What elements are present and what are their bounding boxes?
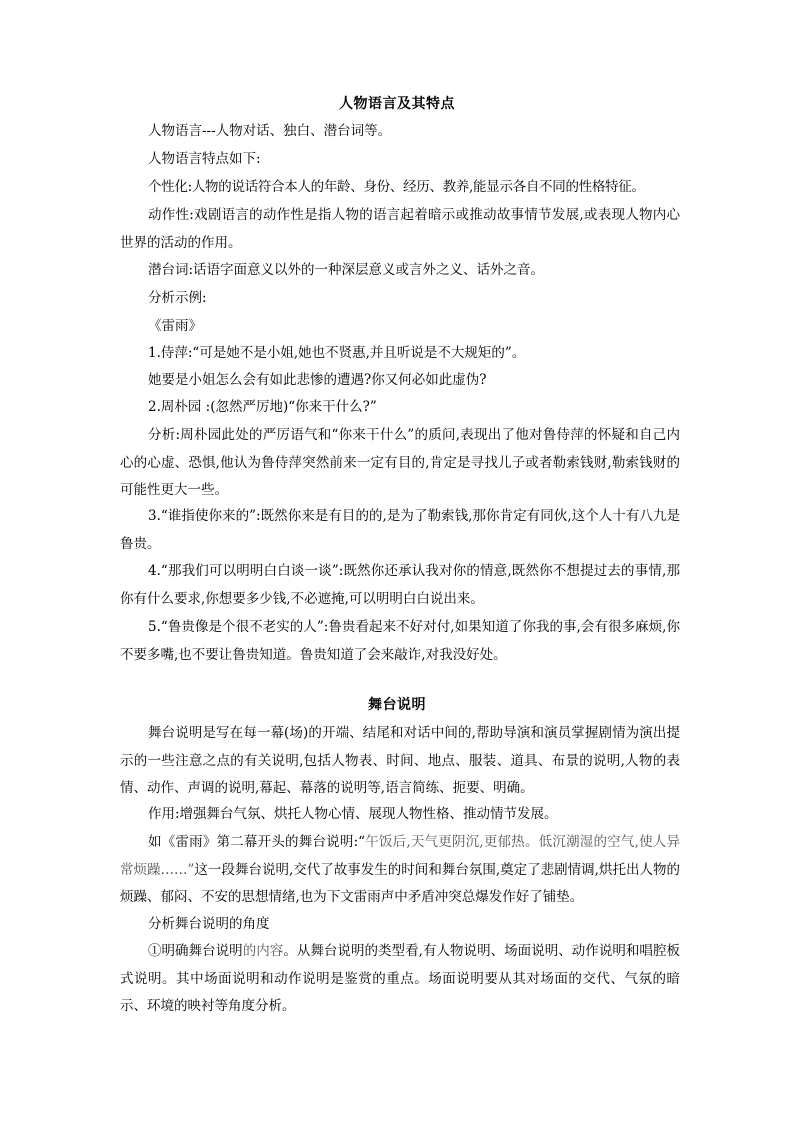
example-item-3: 3.“谁指使你来的”:既然你来是有目的的,是为了勒索钱,那你肯定有同伙,这个人十有八九是鲁贵。	[120, 508, 680, 552]
paragraph-stage-role: 作用:增强舞台气氛、烘托人物心情、展现人物性格、推动情节发展。	[148, 806, 558, 822]
paragraph-analysis-angle: 分析舞台说明的角度	[148, 916, 270, 932]
paragraph-stage-example	[120, 829, 680, 912]
point-body: 。从舞台说明的类型看,有人物说明、场面说明、动作说明和唱腔板式说明。其中场面说明和动作说明是鉴赏的重点。场面说明要从其对场面的交代、气氛的暗示、环境的映衬等角度分析。	[120, 943, 680, 1014]
paragraph-analysis: 分析:周朴园此处的严厉语气和“你来干什么”的质问,表现出了他对鲁侍萍的怀疑和自己内心的心虚、恐惧,他认为鲁侍萍突然前来一定有目的,肯定是寻找儿子或者勒索钱财,勒索钱财的可能性更大一些。	[120, 427, 680, 498]
example-commentary: 这一段舞台说明,交代了故事发生的时间和舞台氛围,奠定了悲剧情调,烘托出人物的烦躁、郁闷、不安的思想情绪,也为下文雷雨声中矛盾冲突总爆发作好了铺垫。	[120, 861, 680, 905]
paragraph-subtext: 潜台词:话语字面意义以外的一种深层意义或言外之义、话外之音。	[148, 262, 545, 278]
section-title-stage-directions: 舞台说明	[368, 697, 426, 713]
paragraph-features-intro: 人物语言特点如下:	[148, 151, 261, 167]
paragraph-individuality: 个性化:人物的说话符合本人的年龄、身份、经历、教养,能显示各自不同的性格特征。	[148, 179, 645, 195]
example-item-5: 5.“鲁贵像是个很不老实的人”:鲁贵看起来不好对付,如果知道了你我的事,会有很多麻烦,你不要多嘴,也不要让鲁贵知道。鲁贵知道了会来敲诈,对我没好处。	[120, 619, 680, 663]
point-lead: ①明确舞台说明	[148, 943, 243, 959]
example-item-2: 2.周朴园 :(忽然严厉地)“你来干什么?”	[148, 399, 377, 415]
paragraph-definition: 人物语言---人物对话、独白、潜台词等。	[148, 123, 392, 139]
paragraph-stage-intro: 舞台说明是写在每一幕(场)的开端、结尾和对话中间的,帮助导演和演员掌握剧情为演出提示的一些注意之点的有关说明,包括人物表、时间、地点、服装、道具、布景的说明,人物的表情、动作、声调的说明,幕起、幕落的说明等,语言简练、扼要、明确。	[120, 725, 680, 796]
example-quote: 午饭后,天气更阴沉,更郁热。低沉潮湿的空气,使人异常烦躁……”	[120, 834, 680, 878]
paragraph-question: 她要是小姐怎么会有如此悲惨的遭遇?你又何必如此虚伪?	[148, 372, 487, 388]
paragraph-work-title: 《雷雨》	[148, 318, 202, 334]
paragraph-example-heading: 分析示例:	[148, 290, 207, 306]
example-lead: 如《雷雨》第二幕开头的舞台说明:“	[148, 834, 366, 850]
paragraph-action: 动作性:戏剧语言的动作性是指人物的语言起着暗示或推动故事情节发展,或表现人物内心世界的活动的作用。	[120, 207, 680, 251]
point-highlight: 的内容	[242, 943, 284, 959]
example-item-4: 4.“那我们可以明明白白谈一谈”:既然你还承认我对你的情意,既然你不想提过去的事情,那你有什么要求,你想要多少钱,不必遮掩,可以明明白白说出来。	[120, 563, 680, 607]
paragraph-point-1	[120, 938, 680, 1021]
section-title-character-language: 人物语言及其特点	[339, 96, 455, 112]
example-item-1: 1.侍萍:“可是她不是小姐,她也不贤惠,并且听说是不大规矩的”。	[148, 345, 526, 361]
